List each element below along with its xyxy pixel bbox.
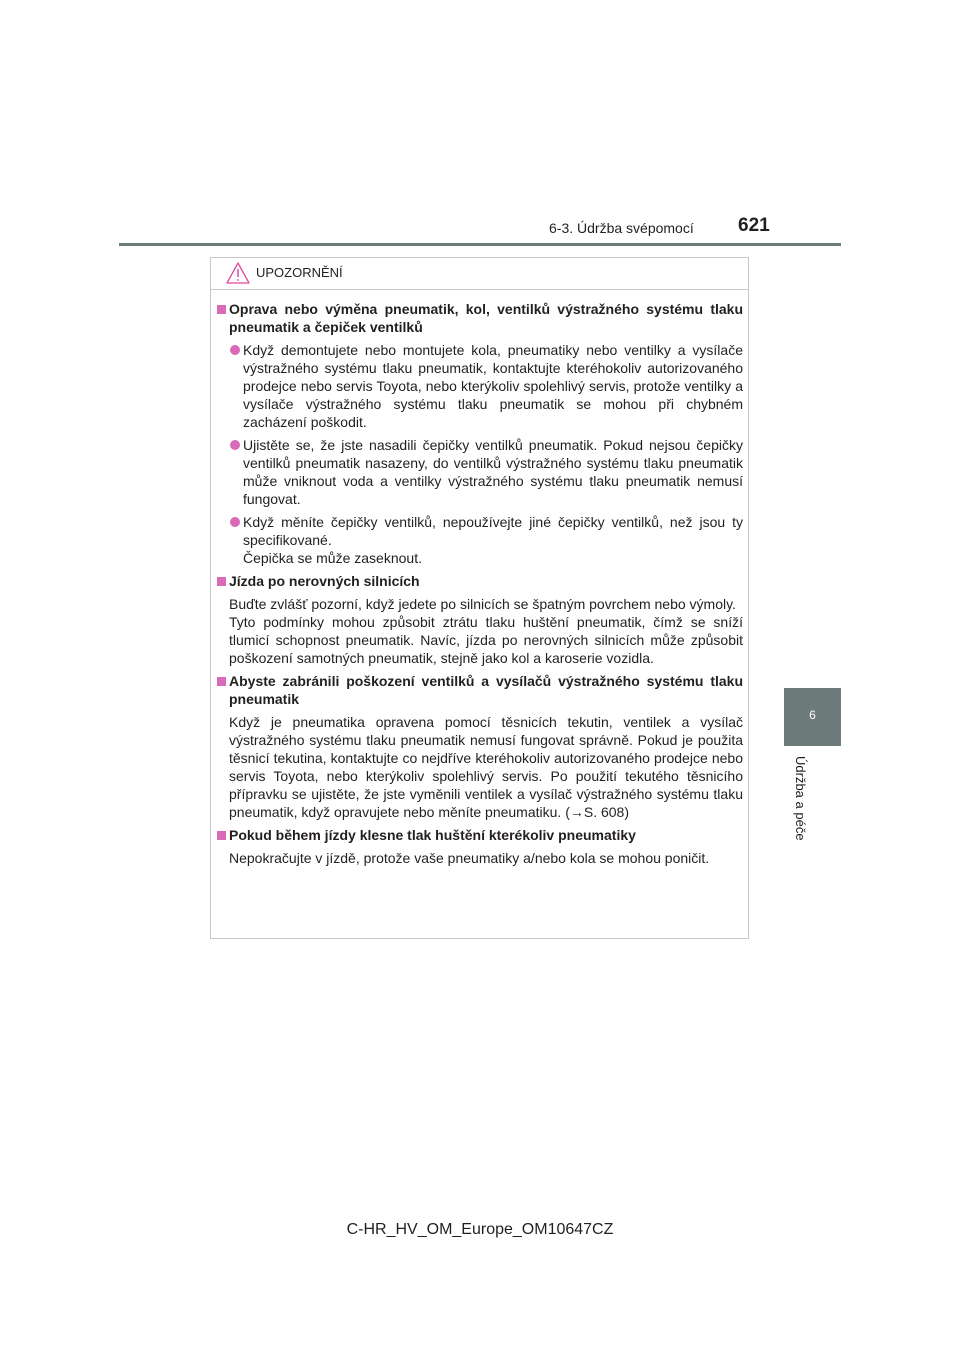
warning-box (210, 257, 749, 939)
warning-section (215, 672, 743, 821)
document-code-footer: C-HR_HV_OM_Europe_OM10647CZ (346, 1221, 614, 1238)
chapter-side-tab (784, 688, 841, 746)
bullet-item (229, 341, 743, 431)
chapter-title: Údržba a péče (793, 756, 808, 841)
page-header-section: 6-3. Údržba svépomocí (549, 220, 694, 236)
paragraph-line: Buďte zvlášť pozorní, když jedete po silnicích se špatným povrchem nebo výmoly. (229, 596, 736, 612)
section-title: Abyste zabránili poškození ventilků a vysílačů výstražného systému tlaku pneumatik (229, 673, 743, 707)
header-rule (119, 243, 841, 246)
bullet-text: Čepička se může zaseknout. (243, 550, 422, 566)
round-bullet-icon (230, 345, 240, 355)
bullet-text: Ujistěte se, že jste nasadili čepičky ventilků pneumatik. Pokud nejsou čepičky ventilků pneumatik nasazeny, do ventilků výstražného systému tlaku pneumatik může vniknout voda a ventilky výstražného systému tlaku pneumatik nemusí fungovat. (243, 437, 743, 507)
warning-triangle-icon (225, 261, 251, 285)
bullet-item (229, 436, 743, 508)
warning-header (211, 258, 748, 290)
warning-title: UPOZORNĚNÍ (256, 265, 343, 280)
section-square-bullet-icon (217, 577, 226, 586)
warning-content (215, 300, 743, 872)
bullet-item (229, 513, 743, 567)
section-paragraph: Když je pneumatika opravena pomocí těsnicích tekutin, ventilek a vysílač výstražného systému tlaku pneumatik nemusí fungovat správně. Pokud je použita těsnicí tekutina, kontaktujte co nejdříve kteréhokoliv autorizovaného prodejce nebo servis Toyota, nebo kterýkoliv spolehlivý servis. Po použití tekutého těsnicího přípravku se ujistěte, že jste vyměnili ventilek a vysílač výstražného systému tlaku pneumatik, když opravujete nebo měníte pneumatiku. (→S. 608) (229, 714, 743, 820)
chapter-side-label (793, 756, 809, 856)
bullet-text: Když demontujete nebo montujete kola, pneumatiky nebo ventilky a vysílače výstražného systému tlaku pneumatik, kontaktujte kteréhokoliv autorizovaného prodejce nebo servis Toyota, nebo kterýkoliv spolehlivý servis, protože ventilky a vysílače výstražného systému tlaku pneumatik se mohou při chybném zacházení poškodit. (243, 342, 743, 430)
section-paragraph: Nepokračujte v jízdě, protože vaše pneumatiky a/nebo kola se mohou poničit. (229, 850, 710, 866)
page-number: 621 (738, 215, 770, 236)
section-title: Jízda po nerovných silnicích (229, 573, 420, 589)
chapter-number: 6 (809, 708, 816, 722)
bullet-text: Když měníte čepičky ventilků, nepoužívejte jiné čepičky ventilků, než jsou ty specifikované. (243, 514, 743, 548)
round-bullet-icon (230, 440, 240, 450)
section-square-bullet-icon (217, 677, 226, 686)
warning-section (215, 300, 743, 567)
paragraph-line: Tyto podmínky mohou způsobit ztrátu tlaku huštění pneumatik, čímž se sníží tlumicí schopnost pneumatik. Navíc, jízda po nerovných silnicích může způsobit poškození samotných pneumatik, stejně jako kol a karoserie vozidla. (229, 614, 743, 666)
warning-section (215, 826, 743, 867)
section-title: Oprava nebo výměna pneumatik, kol, ventilků výstražného systému tlaku pneumatik a čepiček ventilků (229, 301, 743, 335)
section-paragraph (229, 595, 743, 667)
section-title: Pokud během jízdy klesne tlak huštění kterékoliv pneumatiky (229, 827, 636, 843)
section-square-bullet-icon (217, 831, 226, 840)
round-bullet-icon (230, 517, 240, 527)
warning-section (215, 572, 743, 667)
section-square-bullet-icon (217, 305, 226, 314)
